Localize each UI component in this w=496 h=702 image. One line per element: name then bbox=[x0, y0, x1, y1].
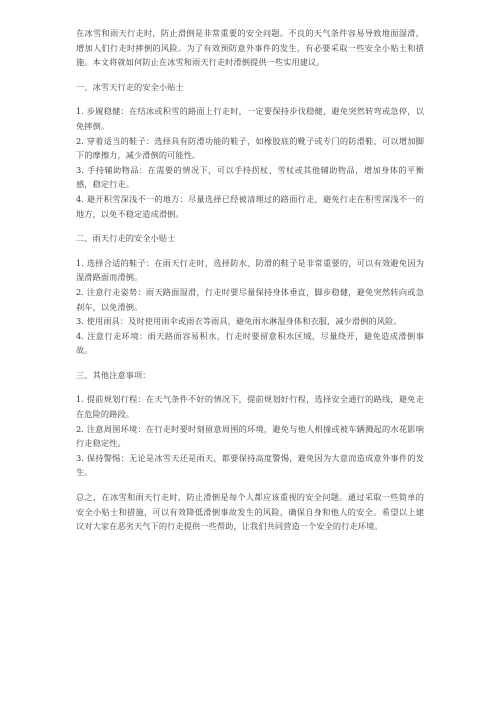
list-item: 3. 手持辅助物品：在需要的情况下，可以手持拐杖、雪杖或其他辅助物品，增加身体的平衡感，稳定行走。 bbox=[76, 164, 424, 190]
intro-paragraph: 在冰雪和雨天行走时，防止滑倒是非常重要的安全问题。不良的天气条件容易导致地面湿滑，增加人们行走时摔倒的风险。为了有效预防意外事件的发生，有必要采取一些安全小贴士和措施。本文将就如何防止在冰雪和雨天行走时滑倒提供一些实用建议。 bbox=[76, 28, 424, 68]
conclusion-paragraph: 总之，在冰雪和雨天行走时，防止滑倒是每个人都应该重视的安全问题。通过采取一些简单的安全小贴士和措施，可以有效降低滑倒事故发生的风险，确保自身和他人的安全。希望以上建议对大家在恶劣天气下的行走提供一些帮助，让我们共同营造一个安全的行走环境。 bbox=[76, 492, 424, 532]
list-item: 4. 注意行走环境：雨天路面容易积水，行走时要留意积水区域，尽量绕开，避免造成滑倒事故。 bbox=[76, 330, 424, 356]
document-page bbox=[76, 26, 424, 534]
list-item: 3. 使用雨具：及时使用雨伞或雨衣等雨具，避免雨水淋湿身体和衣服，减少滑倒的风险。 bbox=[76, 316, 402, 327]
list-item: 2. 穿着适当的鞋子：选择具有防滑功能的鞋子，如橡胶底的靴子或专门的防滑鞋，可以增加脚下的摩擦力，减少滑倒的可能性。 bbox=[76, 135, 424, 161]
section-heading-other: 三、其他注意事项： bbox=[76, 369, 151, 380]
list-item: 3. 保持警惕：无论是冰雪天还是雨天，都要保持高度警惕，避免因为大意而造成意外事件的发生。 bbox=[76, 452, 424, 478]
list-item: 2. 注意行走姿势：雨天路面湿滑，行走时要尽量保持身体垂直，脚步稳健，避免突然转向或急刹车，以免滑倒。 bbox=[76, 286, 424, 312]
section-heading-rain: 二、雨天行走的安全小贴士 bbox=[76, 233, 176, 244]
list-item: 1. 步履稳健：在结冰或积雪的路面上行走时，一定要保持步伐稳健，避免突然转弯或急停，以免摔倒。 bbox=[76, 106, 424, 131]
list-item: 1. 提前规划行程：在天气条件不好的情况下，提前规划好行程，选择安全通行的路线，避免走在危险的路段。 bbox=[76, 394, 424, 420]
list-item: 2. 注意周围环境：在行走时要时刻留意周围的环境，避免与他人相撞或被车辆溅起的水花影响行走稳定性。 bbox=[76, 423, 424, 449]
list-item: 4. 避开积雪深浅不一的地方：尽量选择已经被清理过的路面行走，避免行走在积雪深浅不一的地方，以免不稳定造成滑倒。 bbox=[76, 193, 424, 219]
list-item: 1. 选择合适的鞋子：在雨天行走时，选择防水、防滑的鞋子是非常重要的，可以有效避免因为湿滑路面而滑倒。 bbox=[76, 257, 424, 283]
section-heading-snow: 一、冰雪天行走的安全小贴士 bbox=[76, 81, 184, 92]
